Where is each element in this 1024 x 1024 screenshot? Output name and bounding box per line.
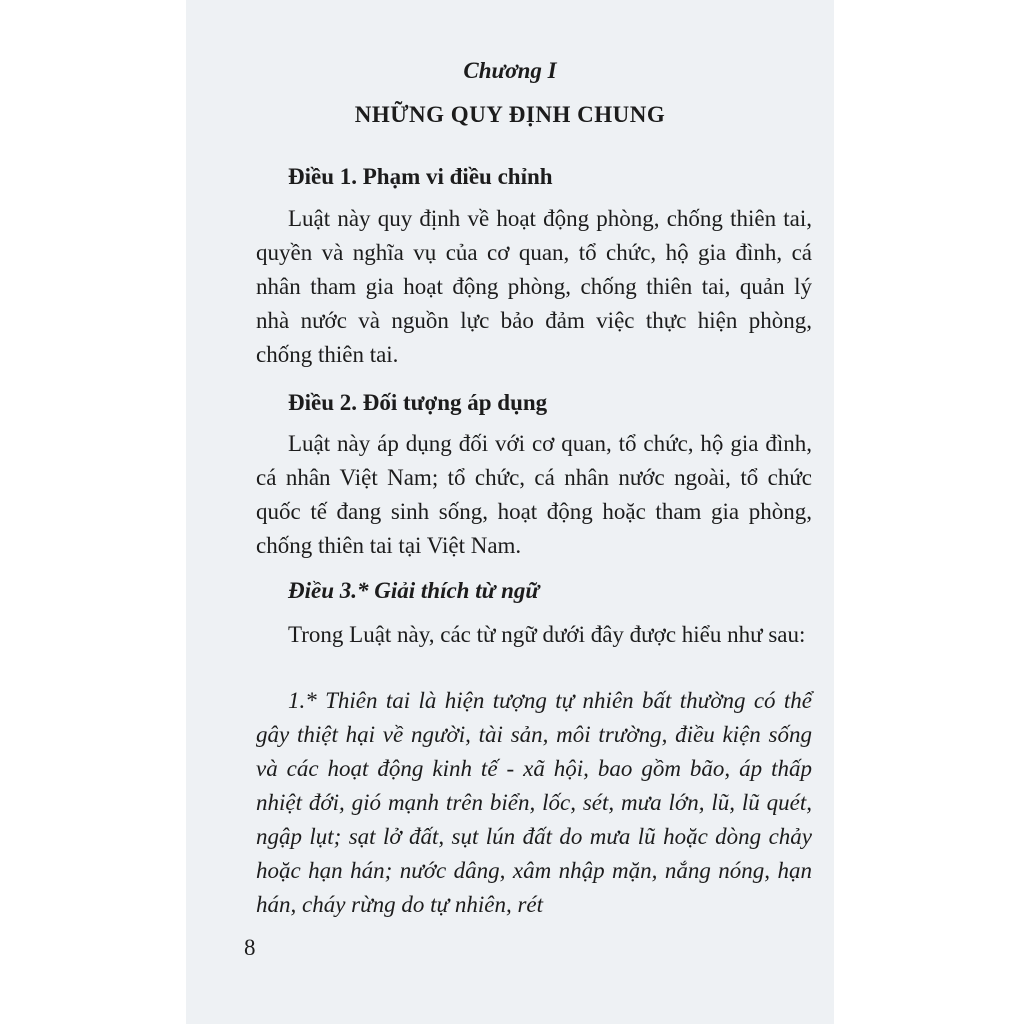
article-3-heading: Điều 3.* Giải thích từ ngữ [288, 578, 540, 603]
page-text [186, 0, 834, 1024]
chapter-title: NHỮNG QUY ĐỊNH CHUNG [354, 102, 666, 127]
article-1-heading: Điều 1. Phạm vi điều chỉnh [288, 164, 553, 189]
article-3-item-1: 1.* Thiên tai là hiện tượng tự nhiên bất thường có thể gây thiệt hại về người, tài sản, môi trường, điều kiện sống và các hoạt động kinh tế - xã hội, bao gồm bão, áp thấp nhiệt đới, gió mạnh trên biển, lốc, sét, mưa lớn, lũ, lũ quét, ngập lụt; sạt lở đất, sụt lún đất do mưa lũ hoặc dòng chảy hoặc hạn hán; nước dâng, xâm nhập mặn, nắng nóng, hạn hán, cháy rừng do tự nhiên, rét [256, 688, 812, 917]
book-page [186, 0, 834, 1024]
page-number: 8 [244, 935, 256, 960]
article-2-heading: Điều 2. Đối tượng áp dụng [288, 390, 548, 415]
article-2-body: Luật này áp dụng đối với cơ quan, tổ chức, hộ gia đình, cá nhân Việt Nam; tổ chức, cá nhân nước ngoài, tổ chức quốc tế đang sinh sống, hoạt động hoặc tham gia phòng, chống thiên tai tại Việt Nam. [256, 431, 812, 558]
article-3-body: Trong Luật này, các từ ngữ dưới đây được hiểu như sau: [288, 622, 806, 647]
article-1-body: Luật này quy định về hoạt động phòng, chống thiên tai, quyền và nghĩa vụ của cơ quan, tổ chức, hộ gia đình, cá nhân tham gia hoạt động phòng, chống thiên tai, quản lý nhà nước và nguồn lực bảo đảm việc thực hiện phòng, chống thiên tai. [256, 206, 812, 367]
chapter-label: Chương I [463, 58, 557, 83]
